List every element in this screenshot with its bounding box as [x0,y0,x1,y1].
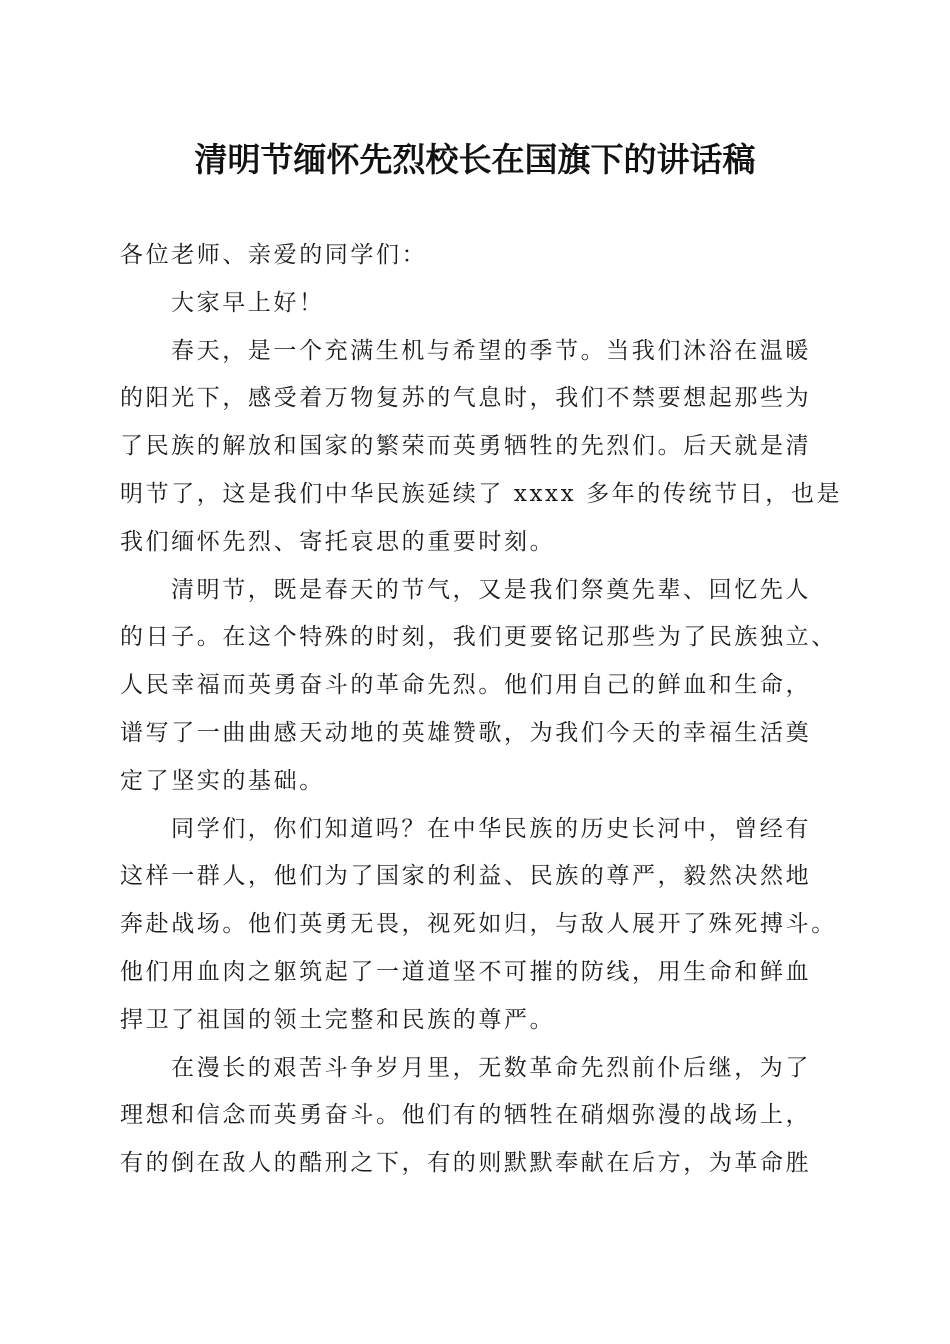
text-line: 明节了，这是我们中华民族延续了 xxxx 多年的传统节日，也是 [120,480,843,507]
text-line: 同学们，你们知道吗？在中华民族的历史长河中，曾经有 [171,815,811,842]
text-line: 各位老师、亲爱的同学们： [120,242,428,268]
text-line: 定了坚实的基础。 [120,767,325,794]
text-line: 人民幸福而英勇奋斗的革命先烈。他们用自己的鲜血和生命， [120,672,812,699]
text-line: 大家早上好！ [171,289,325,316]
text-line: 谱写了一曲曲感天动地的英雄赞歌，为我们今天的幸福生活奠 [120,719,812,746]
document-body [120,232,843,1188]
document-title: 清明节缅怀先烈校长在国旗下的讲话稿 [194,140,756,179]
text-line: 奔赴战场。他们英勇无畏，视死如归，与敌人展开了殊死搏斗。 [120,911,837,938]
text-line: 了民族的解放和国家的繁荣而英勇牺牲的先烈们。后天就是清 [120,433,812,460]
text-line: 有的倒在敌人的酷刑之下，有的则默默奉献在后方，为革命胜 [120,1150,812,1177]
text-line: 捍卫了祖国的领土完整和民族的尊严。 [120,1006,556,1033]
text-line: 在漫长的艰苦斗争岁月里，无数革命先烈前仆后继，为了 [171,1054,811,1081]
text-line: 理想和信念而英勇奋斗。他们有的牺牲在硝烟弥漫的战场上， [120,1102,812,1129]
text-line: 这样一群人，他们为了国家的利益、民族的尊严，毅然决然地 [120,863,812,890]
text-line: 我们缅怀先烈、寄托哀思的重要时刻。 [120,528,556,555]
text-line: 清明节，既是春天的节气，又是我们祭奠先辈、回忆先人 [171,576,811,603]
text-line: 春天，是一个充满生机与希望的季节。当我们沐浴在温暖 [171,337,811,364]
text-line: 的阳光下，感受着万物复苏的气息时，我们不禁要想起那些为 [120,385,812,412]
text-line: 他们用血肉之躯筑起了一道道坚不可摧的防线，用生命和鲜血 [120,958,812,985]
text-line: 的日子。在这个特殊的时刻，我们更要铭记那些为了民族独立、 [120,624,837,651]
